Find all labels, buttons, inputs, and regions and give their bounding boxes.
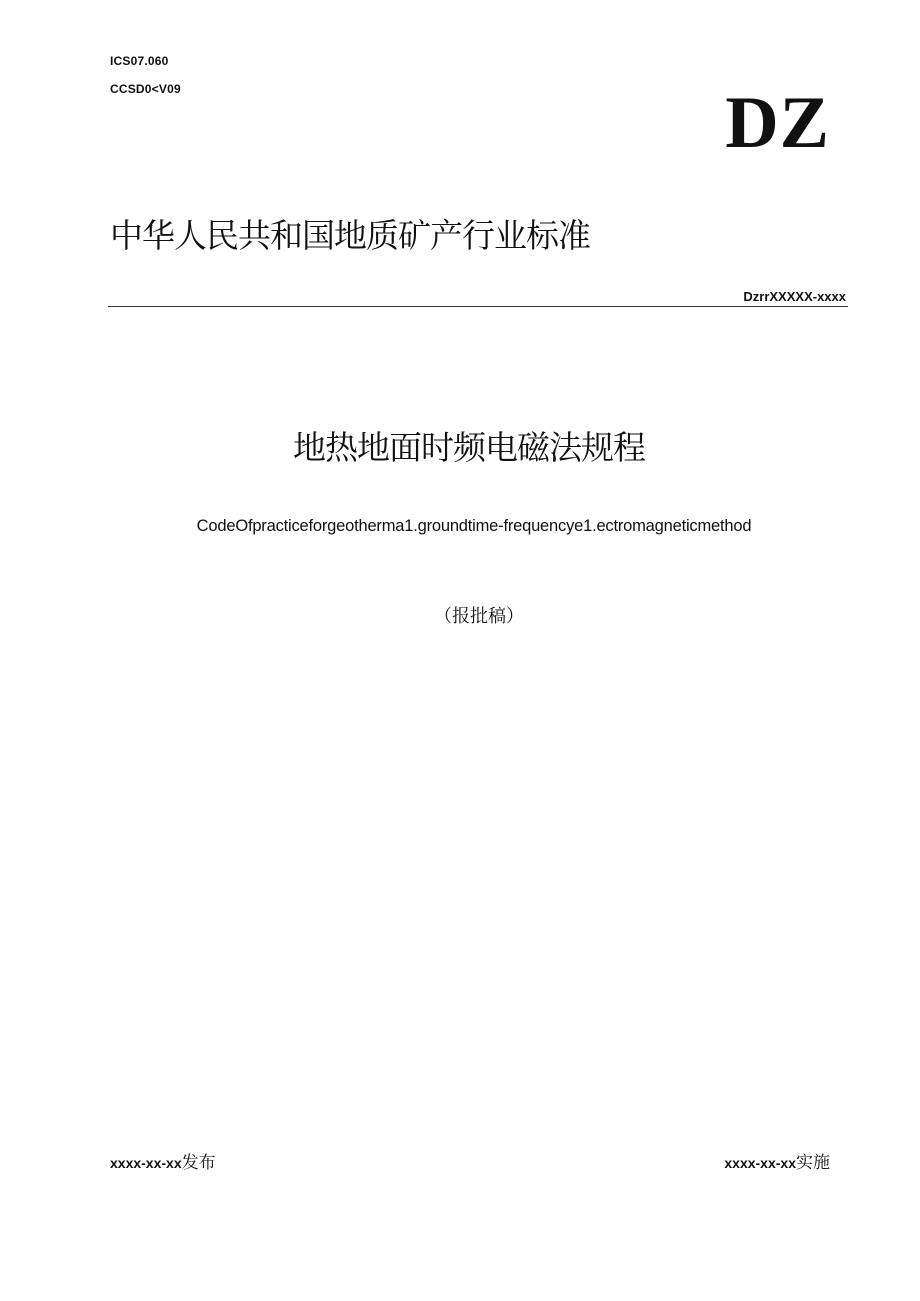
- issue-label: 发布: [181, 1153, 216, 1173]
- standard-number: DzrrXXXXX-xxxx: [743, 289, 846, 304]
- ics-code: ICS07.060: [110, 54, 169, 68]
- dz-logo: DZ: [725, 82, 830, 164]
- issue-date-block: [110, 1148, 216, 1173]
- document-title-chinese: 地热地面时频电磁法规程: [293, 428, 645, 467]
- standard-category-heading: 中华人民共和国地质矿产行业标准: [110, 216, 590, 255]
- header-divider: [108, 306, 848, 307]
- implementation-date-block: [724, 1148, 830, 1173]
- draft-status: （报批稿）: [434, 606, 524, 627]
- ccs-code: CCSD0<V09: [110, 82, 181, 96]
- implementation-date: xxxx-xx-xx: [724, 1155, 796, 1171]
- issue-date: xxxx-xx-xx: [110, 1155, 182, 1171]
- implementation-label: 实施: [796, 1153, 830, 1173]
- document-title-english: CodeOfpracticeforgeotherma1.groundtime-frequencye1.ectromagneticmethod: [196, 517, 752, 535]
